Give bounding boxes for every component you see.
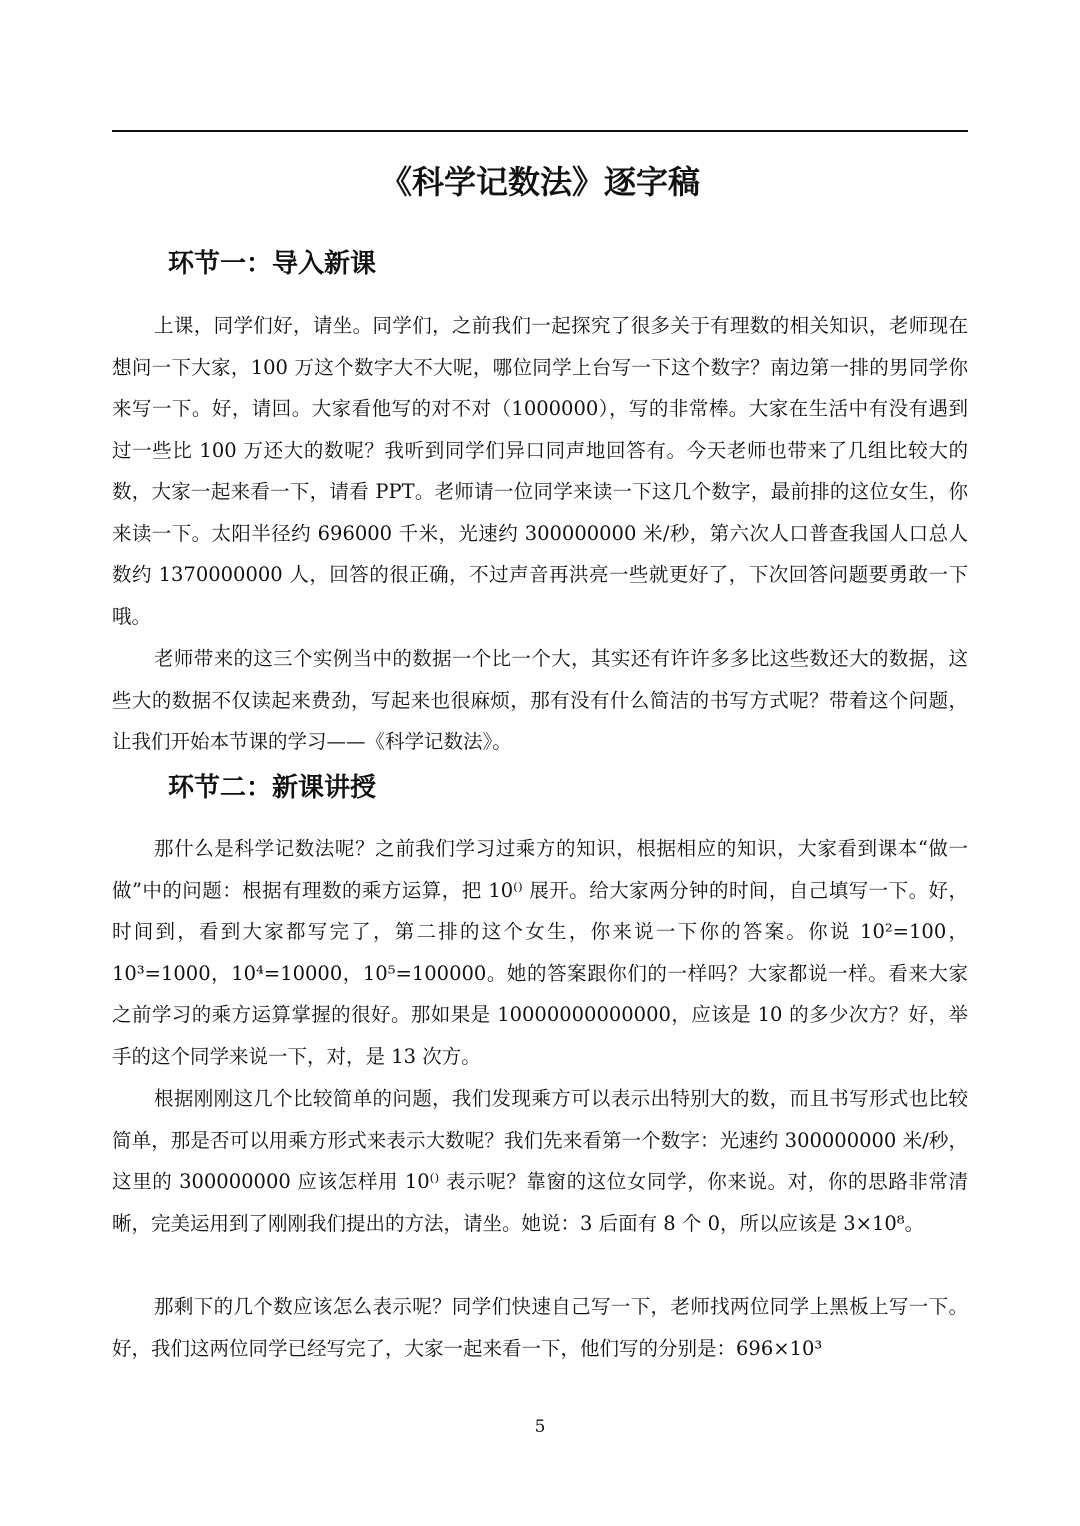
section-2-paragraph-2: 根据刚刚这几个比较简单的问题，我们发现乘方可以表示出特别大的数，而且书写形式也比较简单，那是否可以用乘方形式来表示大数呢？我们先来看第一个数字：光速约 300000000 米/秒，这里的 300000000 应该怎样用 10⁽⁾ 表示呢？靠窗的这位女同学，你来说。对，你的思路非常清晰，完美运用到了刚刚我们提出的方法，请坐。她说：3 后面有 8 个 0，所以应该是 3×10⁸。 [112, 1087, 968, 1235]
section-1-paragraph-1: 上课，同学们好，请坐。同学们，之前我们一起探究了很多关于有理数的相关知识，老师现在想问一下大家，100 万这个数字大不大呢，哪位同学上台写一下这个数字？南边第一排的男同学你来写一下。好，请回。大家看他写的对不对（1000000），写的非常棒。大家在生活中有没有遇到过一些比 100 万还大的数呢？我听到同学们异口同声地回答有。今天老师也带来了几组比较大的数，大家一起来看一下，请看 PPT。老师请一位同学来读一下这几个数字，最前排的这位女生，你来读一下。太阳半径约 696000 千米，光速约 300000000 米/秒，第六次人口普查我国人口总人数约 1370000000 人，回答的很正确，不过声音再洪亮一些就更好了，下次回答问题要勇敢一下哦。 [112, 314, 968, 628]
section-2-paragraph-3: 那剩下的几个数应该怎么表示呢？同学们快速自己写一下，老师找两位同学上黑板上写一下。好，我们这两位同学已经写完了，大家一起来看一下，他们写的分别是：696×10³ [112, 1295, 968, 1360]
section-heading-2: 环节二：新课讲授 [168, 773, 377, 803]
section-1-paragraph-2: 老师带来的这三个实例当中的数据一个比一个大，其实还有许许多多比这些数还大的数据，这些大的数据不仅读起来费劲，写起来也很麻烦，那有没有什么简洁的书写方式呢？带着这个问题，让我们开始本节课的学习——《科学记数法》。 [112, 647, 968, 753]
section-2-paragraph-1: 那什么是科学记数法呢？之前我们学习过乘方的知识，根据相应的知识，大家看到课本“做一做”中的问题：根据有理数的乘方运算，把 10⁽⁾ 展开。给大家两分钟的时间，自己填写一下。好，时间到，看到大家都写完了，第二排的这个女生，你来说一下你的答案。你说 10²=100，10³=1000，10⁴=10000，10⁵=100000。她的答案跟你们的一样吗？大家都说一样。看来大家之前学习的乘方运算掌握的很好。那如果是 10000000000000，应该是 10 的多少次方？好，举手的这个同学来说一下，对，是 13 次方。 [112, 837, 968, 1068]
header-rule [112, 130, 968, 132]
section-heading-1: 环节一：导入新课 [168, 249, 377, 279]
page-number: 5 [534, 1417, 546, 1437]
document-title: 《科学记数法》逐字稿 [379, 163, 700, 201]
